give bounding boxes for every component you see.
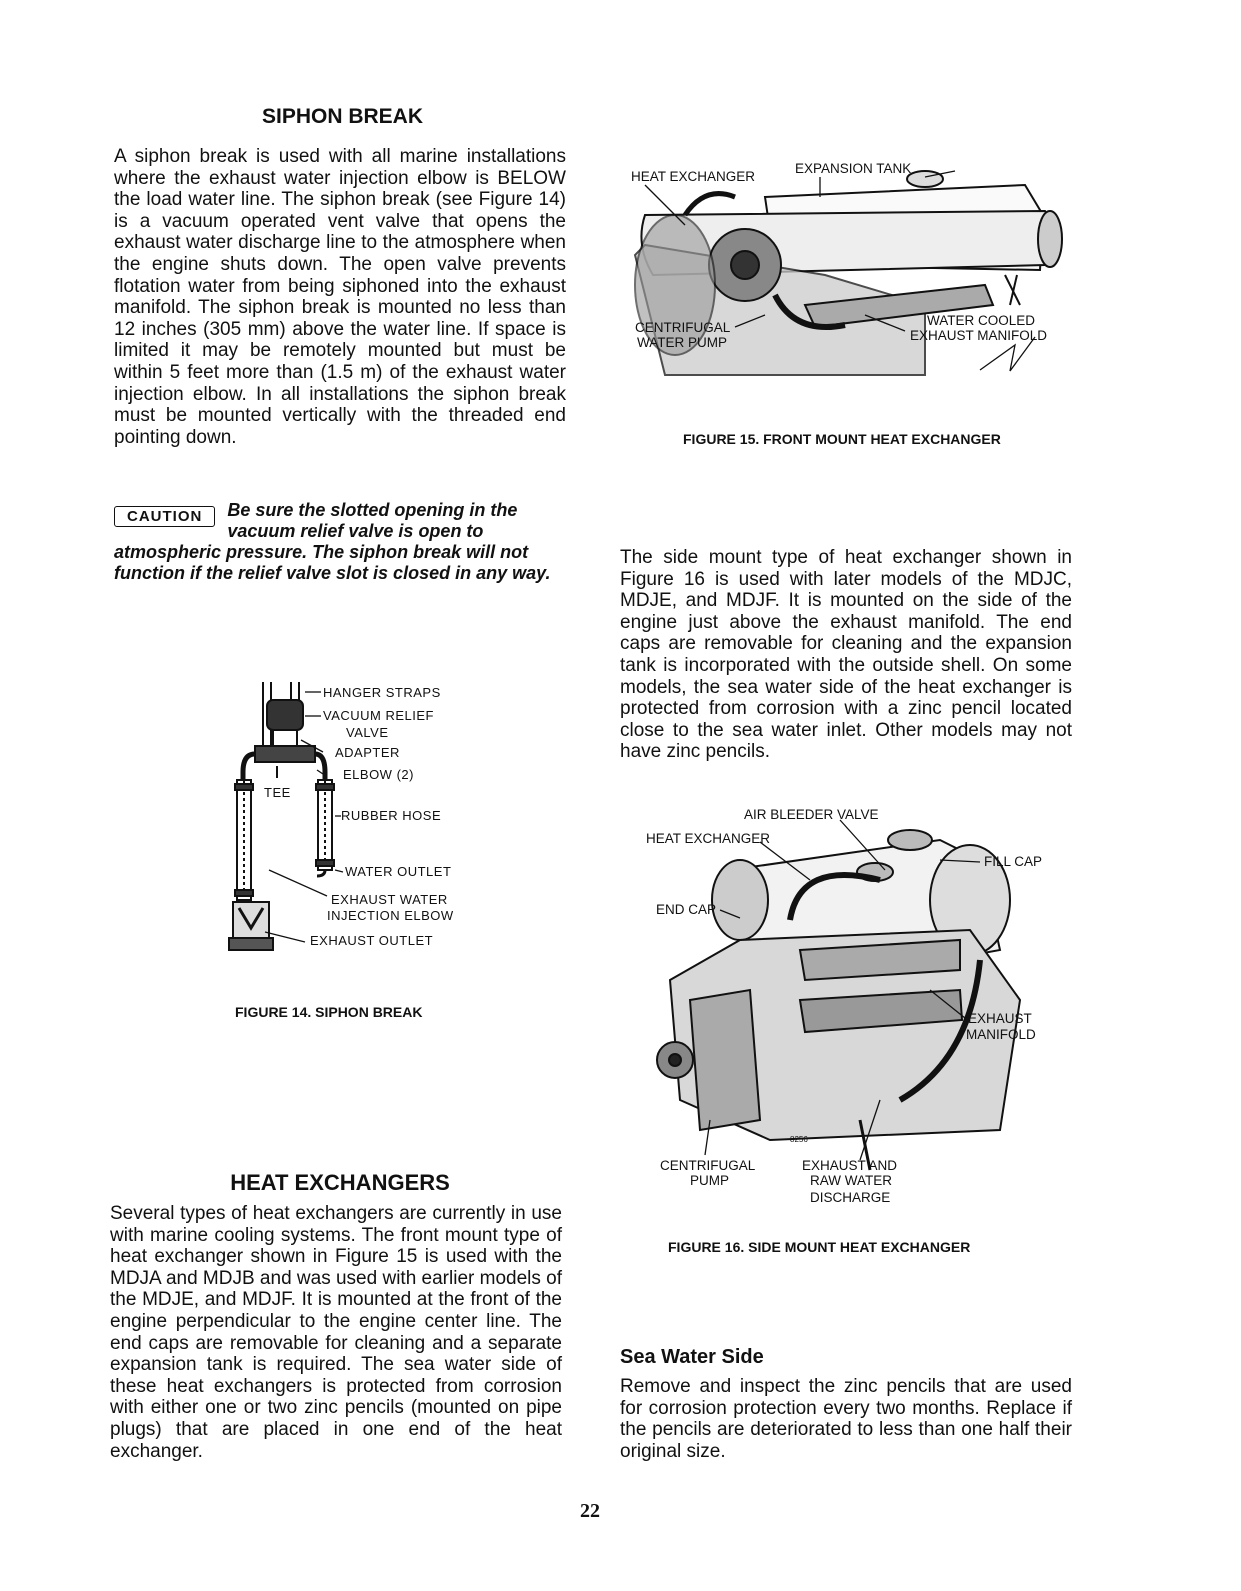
fig14-label-vacuum-relief: VACUUM RELIEF bbox=[323, 708, 434, 723]
fig16-label-exhaust: EXHAUST bbox=[968, 1011, 1032, 1026]
sea-water-side-paragraph: Remove and inspect the zinc pencils that are used for corrosion protection every two months. Replace if the pencils are deteriorated to less than one half their original size. bbox=[620, 1376, 1072, 1462]
fig16-label-raw-water: RAW WATER bbox=[810, 1173, 892, 1188]
caution-block bbox=[114, 500, 566, 584]
caution-text: Be sure the slotted opening in the vacuum relief valve is open to atmospheric pressure. The siphon break will not function if the relief valve slot is closed in any way. bbox=[114, 500, 551, 583]
fig16-label-end-cap: END CAP bbox=[656, 902, 717, 917]
fig14-label-exhaust-outlet: EXHAUST OUTLET bbox=[310, 933, 434, 948]
fig15-label-heat-exchanger: HEAT EXCHANGER bbox=[631, 169, 756, 184]
siphon-break-paragraph: A siphon break is used with all marine installations where the exhaust water injection elbow is BELOW the load water line. The siphon break (see Figure 14) is a vacuum operated vent valve that opens the exhaust water discharge line to the atmosphere when the engine shuts down. The open valve prevents flotation water from being siphoned into the exhaust manifold. The siphon break is mounted no less than 12 inches (305 mm) above the water line. If space is limited it may be remotely mounted but must be within 5 feet more than (1.5 m) of the exhaust water injection elbow. In all installations the siphon break must be mounted vertically with the threaded end pointing down. bbox=[114, 146, 566, 448]
figure-16-caption: FIGURE 16. SIDE MOUNT HEAT EXCHANGER bbox=[668, 1239, 971, 1255]
fig15-label-water-cooled: WATER COOLED bbox=[927, 313, 1036, 328]
heat-exchangers-heading: HEAT EXCHANGERS bbox=[230, 1170, 450, 1195]
fig14-label-rubber-hose: RUBBER HOSE bbox=[341, 808, 442, 823]
fig14-label-tee: TEE bbox=[264, 785, 291, 800]
fig16-part-number: 8256 bbox=[790, 1135, 808, 1144]
fig16-label-air-bleeder-valve: AIR BLEEDER VALVE bbox=[744, 807, 879, 822]
fig16-label-discharge: DISCHARGE bbox=[810, 1190, 891, 1205]
fig16-label-fill-cap: FILL CAP bbox=[984, 854, 1043, 869]
fig15-label-expansion-tank: EXPANSION TANK bbox=[795, 161, 912, 176]
fig14-label-water-outlet: WATER OUTLET bbox=[345, 864, 452, 879]
fig14-label-exhaust-water: EXHAUST WATER bbox=[331, 892, 448, 907]
fig15-label-exhaust-manifold: EXHAUST MANIFOLD bbox=[910, 328, 1048, 343]
fig16-label-heat-exchanger: HEAT EXCHANGER bbox=[646, 831, 771, 846]
heat-exchangers-paragraph: Several types of heat exchangers are currently in use with marine cooling systems. The front mount type of heat exchanger shown in Figure 15 is used with the MDJA and MDJB and was used with earlier models of the MDJE, and MDJF. It is mounted at the front of the engine perpendicular to the engine center line. The end caps are removable for cleaning and a separate expansion tank is required. The sea water side of these heat exchangers is protected from corrosion with either one or two zinc pencils (mounted on pipe plugs) that are placed in one end of the heat exchanger. bbox=[110, 1203, 562, 1462]
fig16-label-exhaust-and: EXHAUST AND bbox=[802, 1158, 898, 1173]
fig16-label-centrifugal: CENTRIFUGAL bbox=[660, 1158, 756, 1173]
siphon-break-heading: SIPHON BREAK bbox=[261, 105, 424, 128]
front-mount-heat-exchanger-diagram bbox=[625, 155, 1065, 380]
fig16-label-pump: PUMP bbox=[690, 1173, 730, 1188]
fig14-label-injection-elbow: INJECTION ELBOW bbox=[327, 908, 454, 923]
caution-badge: CAUTION bbox=[114, 506, 215, 527]
page-number: 22 bbox=[580, 1500, 600, 1522]
siphon-break-diagram bbox=[225, 680, 525, 955]
fig14-label-valve: VALVE bbox=[346, 725, 389, 740]
fig15-label-centrifugal: CENTRIFUGAL bbox=[635, 320, 731, 335]
fig14-label-hanger-straps: HANGER STRAPS bbox=[323, 685, 441, 700]
sea-water-side-heading: Sea Water Side bbox=[620, 1346, 764, 1368]
side-mount-paragraph: The side mount type of heat exchanger shown in Figure 16 is used with later models of the MDJC, MDJE, and MDJF. It is mounted on the side of the engine just above the exhaust manifold. The end caps are removable for cleaning and the expansion tank is incorporated with the outside shell. On some models, the sea water side of the heat exchanger is protected from corrosion with a zinc pencil located close to the sea water inlet. Other models may not have zinc pencils. bbox=[620, 547, 1072, 763]
fig15-label-water-pump: WATER PUMP bbox=[637, 335, 727, 350]
figure-14-caption: FIGURE 14. SIPHON BREAK bbox=[235, 1004, 423, 1020]
figure-15-caption: FIGURE 15. FRONT MOUNT HEAT EXCHANGER bbox=[683, 431, 1001, 447]
side-mount-heat-exchanger-diagram bbox=[640, 800, 1060, 1210]
fig16-label-manifold: MANIFOLD bbox=[966, 1027, 1036, 1042]
fig14-label-adapter: ADAPTER bbox=[335, 745, 400, 760]
fig14-label-elbow: ELBOW (2) bbox=[343, 767, 414, 782]
